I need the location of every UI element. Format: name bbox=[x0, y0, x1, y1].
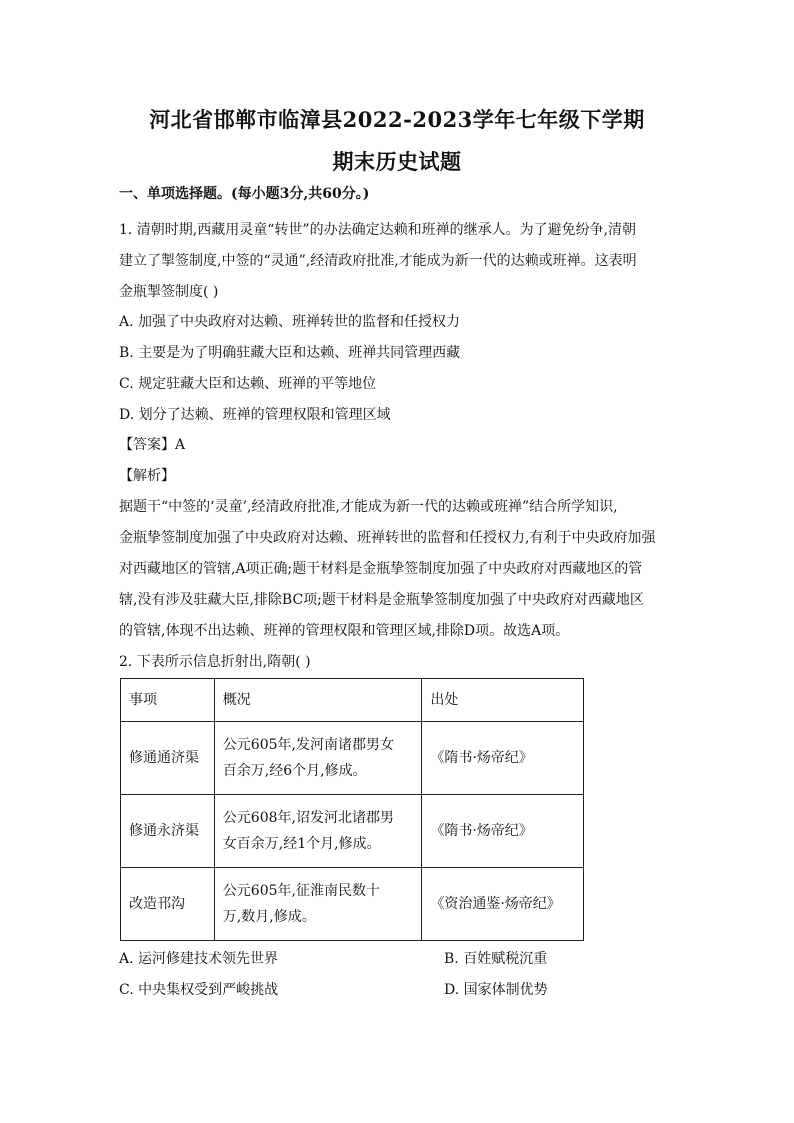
page-title-line-2: 期末历史试题 bbox=[332, 149, 462, 174]
table-cell-overview bbox=[214, 722, 422, 795]
table-cell-overview bbox=[214, 795, 422, 868]
q2-option-c: C. 中央集权受到严峻挑战 bbox=[119, 982, 279, 998]
q2-option-d: D. 国家体制优势 bbox=[444, 982, 548, 998]
table-row bbox=[121, 795, 584, 868]
table-cell-item: 改造邗沟 bbox=[121, 868, 215, 941]
q1-answer: 【答案】A bbox=[119, 437, 186, 453]
q2-option-b: B. 百姓赋税沉重 bbox=[444, 951, 548, 967]
table-header-cell: 概况 bbox=[214, 679, 422, 722]
section-heading: 一、单项选择题。(每小题3分,共60分。) bbox=[119, 186, 370, 202]
q1-analysis-line-3: 对西藏地区的管辖,A项正确;题干材料是金瓶挚签制度加强了中央政府对西藏地区的管 bbox=[119, 561, 643, 577]
table-cell-item: 修通通济渠 bbox=[121, 722, 215, 795]
table-row bbox=[121, 722, 584, 795]
q1-stem-line-1: 1. 清朝时期,西藏用灵童“转世”的办法确定达赖和班禅的继承人。为了避免纷争,清朝 bbox=[119, 222, 637, 238]
table-header-cell: 事项 bbox=[121, 679, 215, 722]
q1-stem-line-2: 建立了掣签制度,中签的“灵通”,经清政府批准,才能成为新一代的达赖或班禅。这表明 bbox=[119, 253, 637, 269]
q1-option-b: B. 主要是为了明确驻藏大臣和达赖、班禅共同管理西藏 bbox=[119, 345, 461, 361]
q1-option-a: A. 加强了中央政府对达赖、班禅转世的监督和任授权力 bbox=[119, 314, 461, 330]
q1-analysis-label: 【解析】 bbox=[119, 468, 175, 484]
q1-option-c: C. 规定驻藏大臣和达赖、班禅的平等地位 bbox=[119, 376, 377, 392]
table-cell-overview bbox=[214, 868, 422, 941]
overview-line: 公元605年,征淮南民数十 bbox=[222, 883, 380, 899]
q2-info-table bbox=[120, 678, 584, 941]
table-cell-source: 《隋书·炀帝纪》 bbox=[422, 722, 584, 795]
q2-stem: 2. 下表所示信息折射出,隋朝( ) bbox=[119, 654, 311, 670]
overview-line: 公元605年,发河南诸郡男女 bbox=[222, 737, 394, 753]
table-cell-source: 《资治通鉴·炀帝纪》 bbox=[422, 868, 584, 941]
overview-line: 女百余万,经1个月,修成。 bbox=[222, 836, 381, 852]
q2-option-a: A. 运河修建技术领先世界 bbox=[119, 951, 279, 967]
overview-line: 万,数月,修成。 bbox=[222, 909, 316, 925]
q1-option-d: D. 划分了达赖、班禅的管理权限和管理区域 bbox=[119, 407, 391, 423]
table-cell-source: 《隋书·炀帝纪》 bbox=[422, 795, 584, 868]
table-row bbox=[121, 868, 584, 941]
overview-line: 百余万,经6个月,修成。 bbox=[222, 763, 367, 779]
q1-analysis-line-5: 的管辖,体现不出达赖、班禅的管理权限和管理区域,排除D项。故选A项。 bbox=[119, 623, 570, 639]
q1-analysis-line-4: 辖,没有涉及驻藏大臣,排除BC项;题干材料是金瓶挚签制度加强了中央政府对西藏地区 bbox=[119, 592, 644, 608]
table-header-cell: 出处 bbox=[422, 679, 584, 722]
table-header-row bbox=[121, 679, 584, 722]
q1-stem-line-3: 金瓶掣签制度( ) bbox=[119, 284, 219, 300]
q1-analysis-line-1: 据题干“中签的‘灵童’,经清政府批准,才能成为新一代的达赖或班禅”结合所学知识, bbox=[119, 499, 618, 515]
page-title-line-1: 河北省邯郸市临漳县2022-2023学年七年级下学期 bbox=[149, 107, 645, 132]
q1-analysis-line-2: 金瓶挚签制度加强了中央政府对达赖、班禅转世的监督和任授权力,有利于中央政府加强 bbox=[119, 530, 656, 546]
overview-line: 公元608年,诏发河北诸郡男 bbox=[222, 810, 394, 826]
table-cell-item: 修通永济渠 bbox=[121, 795, 215, 868]
